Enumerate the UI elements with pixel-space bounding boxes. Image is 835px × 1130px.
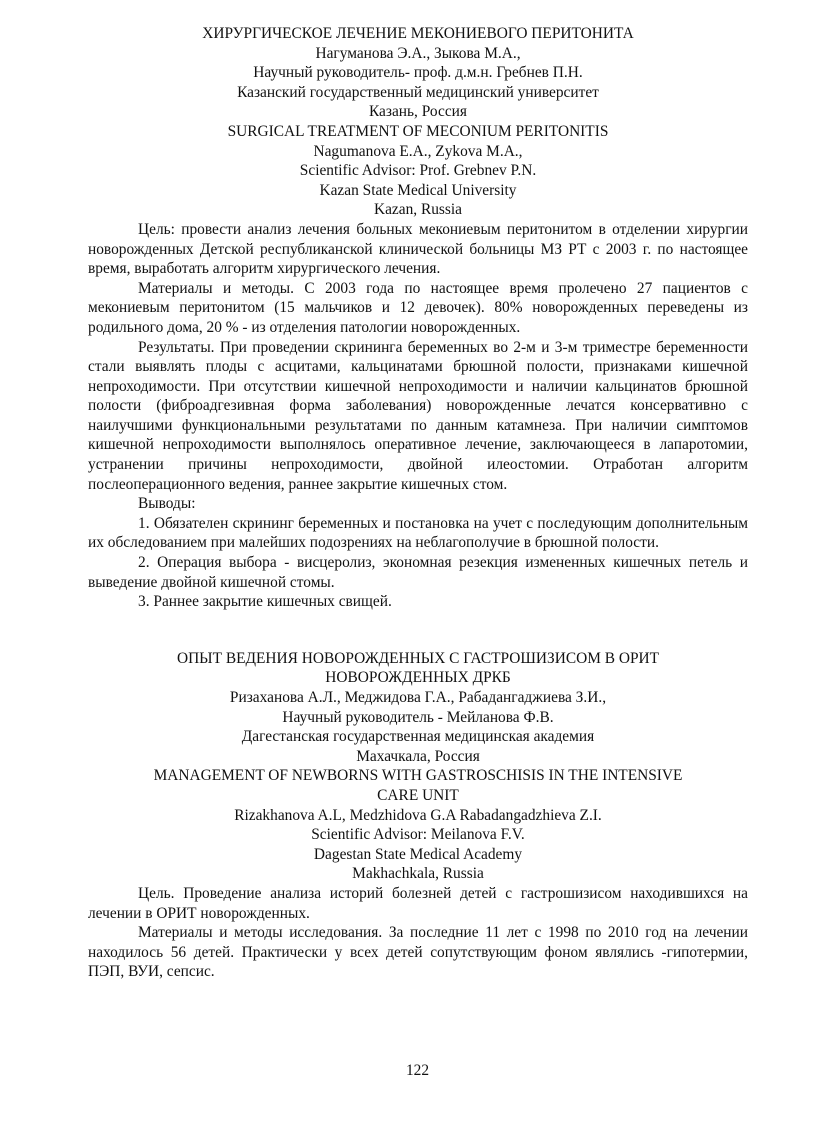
paragraph-methods: Материалы и методы исследования. За последние 11 лет с 1998 по 2010 год на лечении находилось 56 детей. Практически у всех детей сопутствующим фоном являлись -гипотермии, ПЭП, ВУИ, сепсис.	[88, 924, 748, 981]
conclusion-item-2: 2. Операция выбора - висцеролиз, экономная резекция измененных кишечных петель и выведение двойной кишечной стомы.	[88, 554, 748, 591]
advisor-en: Scientific Advisor: Meilanova F.V.	[311, 826, 525, 844]
article-title-ru: ХИРУРГИЧЕСКОЕ ЛЕЧЕНИЕ МЕКОНИЕВОГО ПЕРИТОНИТА	[202, 25, 634, 42]
paragraph-conclusions-heading: Выводы:	[138, 495, 196, 513]
article-title-en-line-1: MANAGEMENT OF NEWBORNS WITH GASTROSCHISIS IN THE INTENSIVE	[153, 767, 683, 785]
document-page	[88, 24, 748, 982]
advisor-ru: Научный руководитель- проф. д.м.н. Гребнев П.Н.	[253, 64, 583, 82]
article-title-en: SURGICAL TREATMENT OF MECONIUM PERITONITIS	[227, 122, 609, 140]
institution-en: Kazan State Medical University	[319, 181, 517, 199]
paragraph-results: Результаты. При проведении скрининга беременных во 2-м и 3-м триместре беременности стали выявлять плоды с асцитами, кальцинатами брюшной полости, признаками кишечной непроходимости. При отсутствии кишечной непроходимости и наличии кальцинатов брюшной полости (фиброадгезивная форма заболевания) новорожденные лечатся консервативно с наилучшими функциональными результатами по данным катамнеза. При наличии симптомов кишечной непроходимости выполнялось оперативное лечение, заключающееся в лапаротомии, устранении причины непроходимости, двойной илеостомии. Отработан алгоритм послеоперационного ведения, раннее закрытие кишечных стом.	[88, 338, 748, 493]
article-meconium-peritonitis	[88, 24, 748, 612]
city-en: Makhachkala, Russia	[352, 865, 484, 883]
paragraph-methods: Материалы и методы. С 2003 года по настоящее время пролечено 27 пациентов с мекониевым перитонитом (15 мальчиков и 12 девочек). 80% новорожденных переведены из родильного дома, 20 % - из отделения патологии новорожденных.	[88, 279, 748, 336]
authors-en: Rizakhanova A.L, Medzhidova G.A Rabadangadzhieva Z.I.	[234, 806, 602, 824]
section-spacer	[88, 612, 748, 649]
authors-ru: Ризаханова А.Л., Меджидова Г.А., Рабадангаджиева З.И.,	[229, 689, 607, 706]
paragraph-aim: Цель. Проведение анализа историй болезней детей с гастрошизисом находившихся на лечении в ОРИТ новорожденных.	[88, 884, 748, 922]
conclusion-item-1: 1. Обязателен скрининг беременных и постановка на учет с последующим дополнительным их обследованием при малейших подозрениях на неблагополучие в брюшной полости.	[88, 514, 748, 552]
paragraph-aim: Цель: провести анализ лечения больных мекониевым перитонитом в отделении хирургии новорожденных Детской республиканской клинической больницы МЗ РТ с 2003 г. по настоящее время, выработать алгоритм хирургического лечения.	[88, 220, 748, 278]
page-number: 122	[405, 1062, 430, 1079]
city-en: Kazan, Russia	[373, 201, 463, 219]
institution-en: Dagestan State Medical Academy	[313, 845, 523, 863]
article-title-ru-line-1: ОПЫТ ВЕДЕНИЯ НОВОРОЖДЕННЫХ С ГАСТРОШИЗИСОМ В ОРИТ	[176, 649, 660, 667]
conclusion-item-3: 3. Раннее закрытие кишечных свищей.	[138, 593, 392, 611]
article-title-en-line-2: CARE UNIT	[377, 786, 459, 804]
authors-en: Nagumanova E.A., Zykova M.A.,	[313, 142, 523, 160]
article-title-ru-line-2: НОВОРОЖДЕННЫХ ДРКБ	[325, 669, 511, 687]
city-ru: Казань, Россия	[369, 103, 467, 121]
institution-ru: Дагестанская государственная медицинская академия	[241, 728, 595, 746]
advisor-ru: Научный руководитель - Мейланова Ф.В.	[282, 708, 554, 726]
article-gastroschisis	[88, 649, 748, 982]
city-ru: Махачкала, Россия	[356, 747, 480, 765]
authors-ru: Нагуманова Э.А., Зыкова М.А.,	[315, 44, 521, 62]
institution-ru: Казанский государственный медицинский университет	[237, 83, 599, 101]
advisor-en: Scientific Advisor: Prof. Grebnev P.N.	[299, 162, 537, 180]
